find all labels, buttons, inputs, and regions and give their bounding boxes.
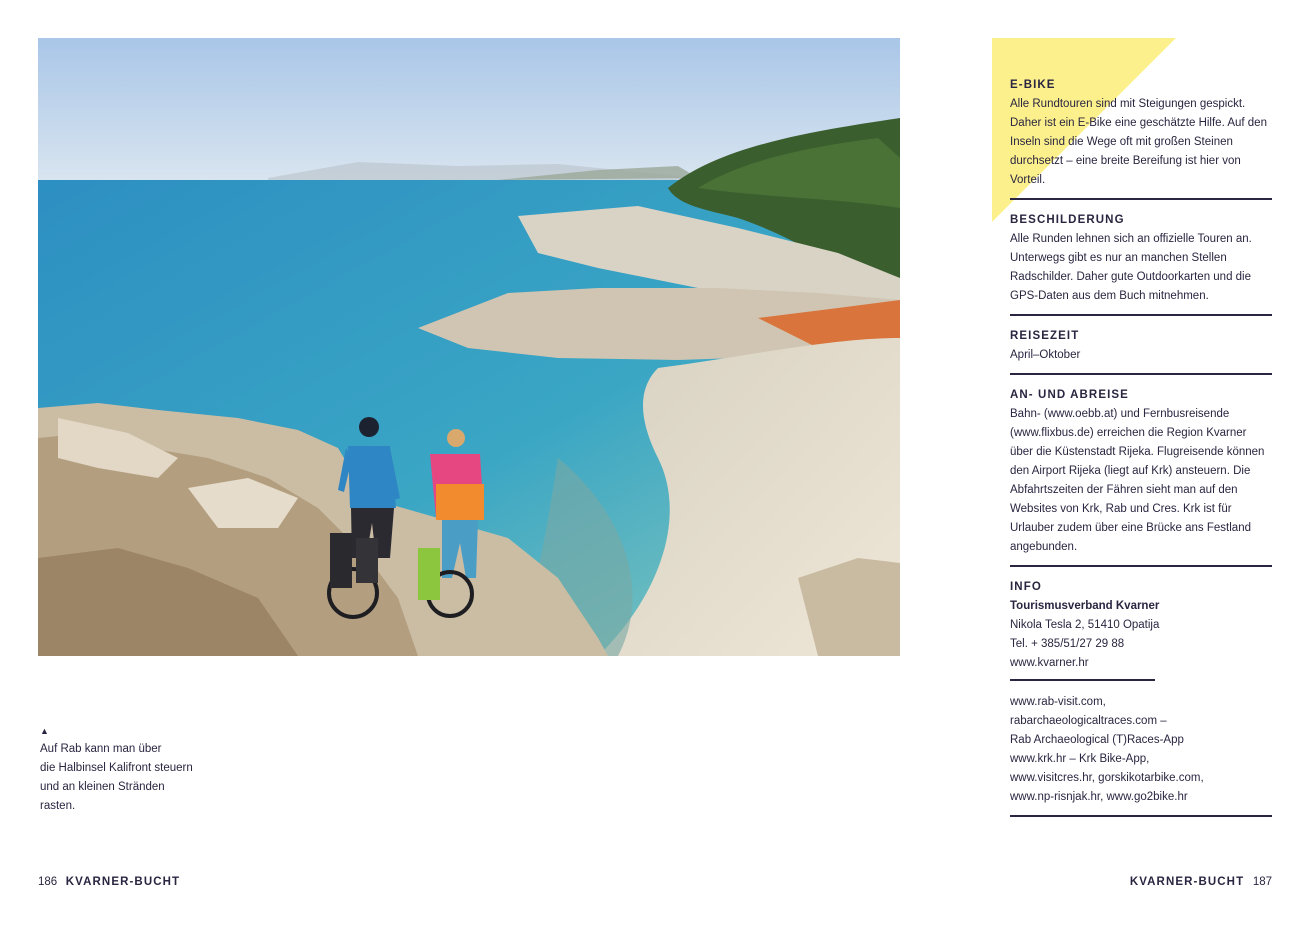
info-web-link[interactable]: www.kvarner.hr	[1010, 657, 1089, 669]
page-number-left: 186	[38, 876, 58, 888]
heading-info: INFO	[1010, 581, 1042, 593]
photo-caption	[40, 722, 240, 816]
coast-photo	[38, 38, 900, 656]
info-phone: Tel. + 385/51/27 29 88	[1010, 638, 1125, 650]
running-title-right: KVARNER-BUCHT	[1129, 876, 1245, 888]
running-title-left: KVARNER-BUCHT	[65, 876, 181, 888]
section-anreise	[1010, 386, 1272, 567]
text-beschilderung: Alle Runden lehnen sich an offizielle Touren an. Unterwegs gibt es nur an manchen Stellen Radschilder. Daher gute Outdoorkarten und die GPS-Daten aus dem Buch mitnehmen.	[1010, 233, 1252, 302]
short-divider	[1010, 679, 1155, 681]
link-line[interactable]: www.visitcres.hr, gorskikotarbike.com,	[1010, 772, 1204, 784]
link-line[interactable]: www.np-risnjak.hr, www.go2bike.hr	[1010, 791, 1188, 803]
info-box	[1010, 76, 1272, 828]
heading-beschilderung: BESCHILDERUNG	[1010, 214, 1125, 226]
section-reisezeit	[1010, 327, 1272, 375]
info-address: Nikola Tesla 2, 51410 Opatija	[1010, 619, 1160, 631]
text-ebike: Alle Rundtouren sind mit Steigungen gespickt. Daher ist ein E-Bike eine geschätzte Hilfe. Auf den Inseln sind die Wege oft mit großen Steinen durchsetzt – eine breite Bereifung ist hier von Vorteil.	[1010, 98, 1267, 186]
link-line[interactable]: www.krk.hr – Krk Bike-App,	[1010, 753, 1150, 765]
section-beschilderung	[1010, 211, 1272, 316]
section-ebike	[1010, 76, 1272, 200]
heading-ebike: E-BIKE	[1010, 79, 1056, 91]
caption-arrow-icon: ▲	[40, 726, 49, 736]
footer-left	[38, 876, 180, 888]
section-info	[1010, 578, 1272, 673]
footer-right	[1130, 876, 1272, 888]
text-reisezeit: April–Oktober	[1010, 349, 1081, 361]
link-line[interactable]: Rab Archaeological (T)Races-App	[1010, 734, 1184, 746]
link-line[interactable]: rabarchaeologicaltraces.com –	[1010, 715, 1167, 727]
page-number-right: 187	[1252, 876, 1272, 888]
heading-reisezeit: REISEZEIT	[1010, 330, 1080, 342]
heading-anreise: AN- UND ABREISE	[1010, 389, 1129, 401]
text-anreise: Bahn- (www.oebb.at) und Fernbusreisende (www.flixbus.de) erreichen die Region Kvarner über die Küstenstadt Rijeka. Flugreisende können den Airport Rijeka (liegt auf Krk) ansteuern. Die Abfahrtszeiten der Fähren sieht man auf den Websites von Krk, Rab und Cres. Krk ist für Urlauber zudem über eine Brücke ans Festland angebunden.	[1010, 408, 1265, 553]
section-links	[1010, 693, 1272, 817]
caption-text: Auf Rab kann man über die Halbinsel Kalifront steuern und an kleinen Stränden rasten.	[40, 743, 193, 812]
link-line[interactable]: www.rab-visit.com,	[1010, 696, 1106, 708]
info-org: Tourismusverband Kvarner	[1010, 600, 1160, 612]
